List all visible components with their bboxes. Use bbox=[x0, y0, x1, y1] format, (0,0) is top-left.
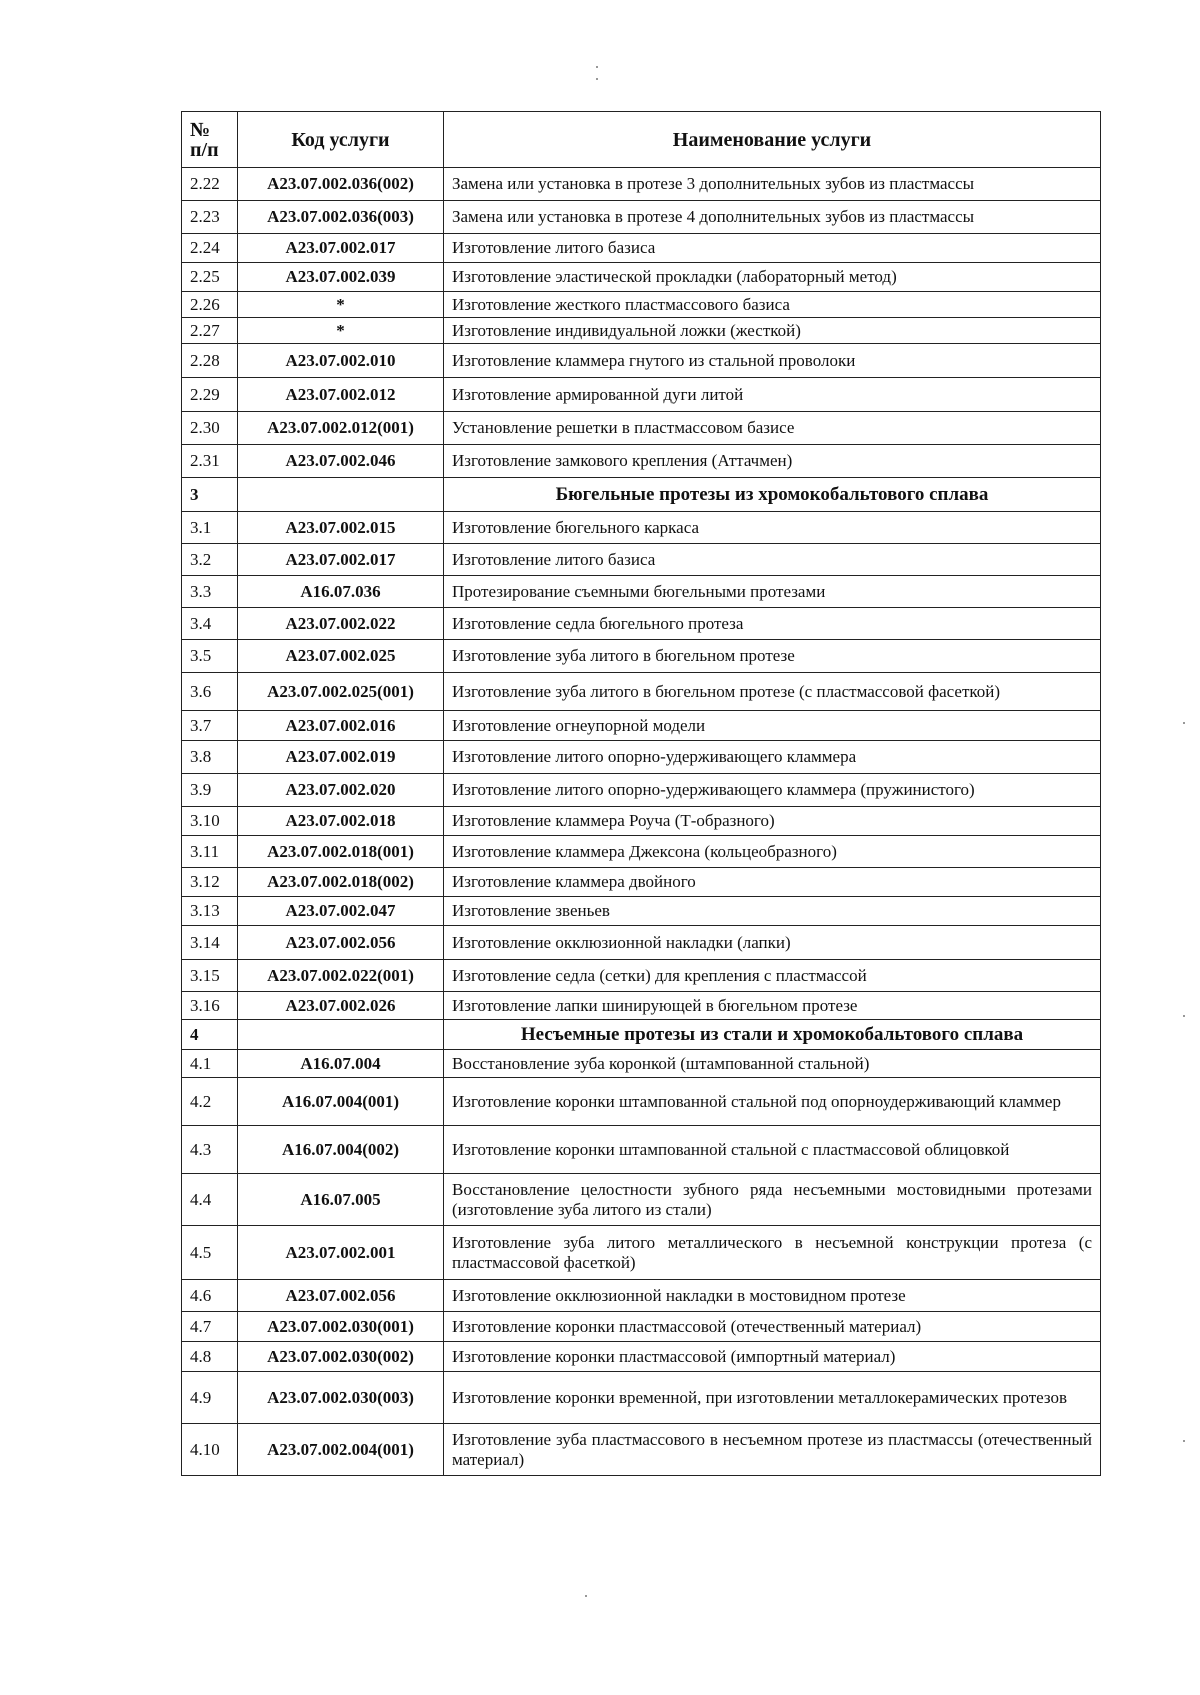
table-row bbox=[182, 1424, 1101, 1476]
header-num: № п/п bbox=[182, 112, 238, 168]
row-number: 4.6 bbox=[182, 1280, 238, 1312]
service-code: А23.07.002.020 bbox=[238, 774, 444, 807]
service-name: Изготовление бюгельного каркаса bbox=[444, 512, 1101, 544]
section-title: Бюгельные протезы из хромокобальтового сплава bbox=[444, 478, 1101, 512]
row-number: 3.12 bbox=[182, 868, 238, 897]
table-row bbox=[182, 378, 1101, 412]
service-code bbox=[238, 478, 444, 512]
row-number: 2.27 bbox=[182, 318, 238, 344]
table-body bbox=[182, 168, 1101, 1476]
service-code bbox=[238, 1020, 444, 1050]
service-code: А23.07.002.026 bbox=[238, 992, 444, 1020]
row-number: 2.30 bbox=[182, 412, 238, 445]
row-number: 3.5 bbox=[182, 640, 238, 673]
service-name: Изготовление зуба пластмассового в несъемном протезе из пластмассы (отечественный материал) bbox=[444, 1424, 1101, 1476]
table-row bbox=[182, 868, 1101, 897]
service-name: Изготовление литого опорно-удерживающего кламмера bbox=[444, 741, 1101, 774]
row-number: 3 bbox=[182, 478, 238, 512]
table-row bbox=[182, 445, 1101, 478]
service-name: Изготовление литого базиса bbox=[444, 234, 1101, 263]
row-number: 3.10 bbox=[182, 807, 238, 836]
table-row bbox=[182, 1372, 1101, 1424]
row-number: 3.4 bbox=[182, 608, 238, 640]
row-number: 3.8 bbox=[182, 741, 238, 774]
row-number: 4.10 bbox=[182, 1424, 238, 1476]
service-name: Изготовление коронки штампованной стальной под опорноудерживающий кламмер bbox=[444, 1078, 1101, 1126]
service-code: А23.07.002.025(001) bbox=[238, 673, 444, 711]
row-number: 2.22 bbox=[182, 168, 238, 201]
service-code: А23.07.002.015 bbox=[238, 512, 444, 544]
table-row bbox=[182, 711, 1101, 741]
row-number: 4.8 bbox=[182, 1342, 238, 1372]
service-name: Восстановление зуба коронкой (штампованной стальной) bbox=[444, 1050, 1101, 1078]
service-name: Изготовление индивидуальной ложки (жесткой) bbox=[444, 318, 1101, 344]
service-name: Изготовление коронки штампованной стальной с пластмассовой облицовкой bbox=[444, 1126, 1101, 1174]
row-number: 2.29 bbox=[182, 378, 238, 412]
service-code: А23.07.002.016 bbox=[238, 711, 444, 741]
service-name: Изготовление окклюзионной накладки в мостовидном протезе bbox=[444, 1280, 1101, 1312]
service-code: А23.07.002.012(001) bbox=[238, 412, 444, 445]
row-number: 3.3 bbox=[182, 576, 238, 608]
table-row bbox=[182, 168, 1101, 201]
row-number: 2.24 bbox=[182, 234, 238, 263]
row-number: 3.13 bbox=[182, 897, 238, 926]
service-code: А23.07.002.018(001) bbox=[238, 836, 444, 868]
service-code: А23.07.002.030(001) bbox=[238, 1312, 444, 1342]
table-row bbox=[182, 640, 1101, 673]
service-code: А23.07.002.017 bbox=[238, 544, 444, 576]
section-row bbox=[182, 478, 1101, 512]
service-name: Изготовление лапки шинирующей в бюгельном протезе bbox=[444, 992, 1101, 1020]
row-number: 3.15 bbox=[182, 960, 238, 992]
table-row bbox=[182, 807, 1101, 836]
row-number: 4.4 bbox=[182, 1174, 238, 1226]
table-row bbox=[182, 960, 1101, 992]
service-name: Изготовление кламмера двойного bbox=[444, 868, 1101, 897]
service-code: А23.07.002.030(002) bbox=[238, 1342, 444, 1372]
table-row bbox=[182, 1280, 1101, 1312]
table-row bbox=[182, 1342, 1101, 1372]
service-name: Изготовление зуба литого в бюгельном протезе (с пластмассовой фасеткой) bbox=[444, 673, 1101, 711]
table-row bbox=[182, 608, 1101, 640]
row-number: 3.1 bbox=[182, 512, 238, 544]
service-code: А23.07.002.036(003) bbox=[238, 201, 444, 234]
service-code: А23.07.002.012 bbox=[238, 378, 444, 412]
services-table bbox=[181, 111, 1101, 1476]
section-row bbox=[182, 1020, 1101, 1050]
service-code: А23.07.002.022(001) bbox=[238, 960, 444, 992]
service-code: А16.07.005 bbox=[238, 1174, 444, 1226]
service-code: А23.07.002.019 bbox=[238, 741, 444, 774]
row-number: 4.7 bbox=[182, 1312, 238, 1342]
row-number: 4.2 bbox=[182, 1078, 238, 1126]
table-row bbox=[182, 292, 1101, 318]
service-code: * bbox=[238, 292, 444, 318]
table-row bbox=[182, 774, 1101, 807]
service-name: Изготовление окклюзионной накладки (лапки) bbox=[444, 926, 1101, 960]
service-code: А23.07.002.056 bbox=[238, 1280, 444, 1312]
service-code: А23.07.002.022 bbox=[238, 608, 444, 640]
service-code: А23.07.002.056 bbox=[238, 926, 444, 960]
service-code: А23.07.002.018 bbox=[238, 807, 444, 836]
row-number: 2.28 bbox=[182, 344, 238, 378]
scan-speck bbox=[585, 1595, 587, 1597]
service-name: Изготовление эластической прокладки (лабораторный метод) bbox=[444, 263, 1101, 292]
service-code: А23.07.002.004(001) bbox=[238, 1424, 444, 1476]
service-code: А23.07.002.047 bbox=[238, 897, 444, 926]
service-name: Изготовление кламмера гнутого из стальной проволоки bbox=[444, 344, 1101, 378]
table-row bbox=[182, 201, 1101, 234]
service-code: А16.07.036 bbox=[238, 576, 444, 608]
row-number: 2.25 bbox=[182, 263, 238, 292]
scan-speck bbox=[1183, 722, 1185, 724]
table-row bbox=[182, 1126, 1101, 1174]
row-number: 4.3 bbox=[182, 1126, 238, 1174]
service-code: А23.07.002.017 bbox=[238, 234, 444, 263]
service-code: А23.07.002.039 bbox=[238, 263, 444, 292]
service-name: Изготовление кламмера Джексона (кольцеобразного) bbox=[444, 836, 1101, 868]
service-name: Изготовление седла бюгельного протеза bbox=[444, 608, 1101, 640]
table-row bbox=[182, 412, 1101, 445]
service-name: Замена или установка в протезе 4 дополнительных зубов из пластмассы bbox=[444, 201, 1101, 234]
table-row bbox=[182, 512, 1101, 544]
row-number: 2.26 bbox=[182, 292, 238, 318]
row-number: 3.6 bbox=[182, 673, 238, 711]
service-name: Изготовление жесткого пластмассового базиса bbox=[444, 292, 1101, 318]
table-row bbox=[182, 836, 1101, 868]
table-row bbox=[182, 344, 1101, 378]
table-row bbox=[182, 1050, 1101, 1078]
service-name: Восстановление целостности зубного ряда несъемными мостовидными протезами (изготовление зуба литого из стали) bbox=[444, 1174, 1101, 1226]
service-name: Изготовление литого опорно-удерживающего кламмера (пружинистого) bbox=[444, 774, 1101, 807]
service-name: Изготовление огнеупорной модели bbox=[444, 711, 1101, 741]
table-row bbox=[182, 234, 1101, 263]
service-code: А23.07.002.025 bbox=[238, 640, 444, 673]
service-name: Изготовление зуба литого в бюгельном протезе bbox=[444, 640, 1101, 673]
table-header-row bbox=[182, 112, 1101, 168]
service-name: Изготовление коронки временной, при изготовлении металлокерамических протезов bbox=[444, 1372, 1101, 1424]
row-number: 4 bbox=[182, 1020, 238, 1050]
service-name: Изготовление седла (сетки) для крепления с пластмассой bbox=[444, 960, 1101, 992]
service-code: А23.07.002.030(003) bbox=[238, 1372, 444, 1424]
table-row bbox=[182, 897, 1101, 926]
service-code: А23.07.002.046 bbox=[238, 445, 444, 478]
table-row bbox=[182, 992, 1101, 1020]
row-number: 3.14 bbox=[182, 926, 238, 960]
section-title: Несъемные протезы из стали и хромокобальтового сплава bbox=[444, 1020, 1101, 1050]
row-number: 4.9 bbox=[182, 1372, 238, 1424]
table-row bbox=[182, 741, 1101, 774]
row-number: 3.7 bbox=[182, 711, 238, 741]
header-name: Наименование услуги bbox=[444, 112, 1101, 168]
row-number: 2.23 bbox=[182, 201, 238, 234]
table-row bbox=[182, 673, 1101, 711]
service-code: А16.07.004 bbox=[238, 1050, 444, 1078]
row-number: 2.31 bbox=[182, 445, 238, 478]
row-number: 3.16 bbox=[182, 992, 238, 1020]
service-name: Изготовление кламмера Роуча (Т-образного) bbox=[444, 807, 1101, 836]
table-row bbox=[182, 926, 1101, 960]
table-row bbox=[182, 318, 1101, 344]
row-number: 3.9 bbox=[182, 774, 238, 807]
service-name: Изготовление звеньев bbox=[444, 897, 1101, 926]
table-row bbox=[182, 263, 1101, 292]
table-row bbox=[182, 576, 1101, 608]
service-name: Изготовление армированной дуги литой bbox=[444, 378, 1101, 412]
service-name: Протезирование съемными бюгельными протезами bbox=[444, 576, 1101, 608]
row-number: 3.2 bbox=[182, 544, 238, 576]
service-code: А16.07.004(002) bbox=[238, 1126, 444, 1174]
scan-speck bbox=[1183, 1440, 1185, 1442]
service-name: Установление решетки в пластмассовом базисе bbox=[444, 412, 1101, 445]
header-code: Код услуги bbox=[238, 112, 444, 168]
service-name: Изготовление литого базиса bbox=[444, 544, 1101, 576]
scan-speck bbox=[596, 66, 598, 68]
row-number: 3.11 bbox=[182, 836, 238, 868]
service-name: Изготовление коронки пластмассовой (импортный материал) bbox=[444, 1342, 1101, 1372]
service-code: А23.07.002.010 bbox=[238, 344, 444, 378]
table-row bbox=[182, 1174, 1101, 1226]
scan-speck bbox=[596, 78, 598, 80]
table-row bbox=[182, 1312, 1101, 1342]
table-row bbox=[182, 1226, 1101, 1280]
service-name: Замена или установка в протезе 3 дополнительных зубов из пластмассы bbox=[444, 168, 1101, 201]
service-code: А23.07.002.001 bbox=[238, 1226, 444, 1280]
service-code: * bbox=[238, 318, 444, 344]
row-number: 4.1 bbox=[182, 1050, 238, 1078]
service-code: А23.07.002.018(002) bbox=[238, 868, 444, 897]
service-code: А16.07.004(001) bbox=[238, 1078, 444, 1126]
table-row bbox=[182, 544, 1101, 576]
service-name: Изготовление замкового крепления (Аттачмен) bbox=[444, 445, 1101, 478]
row-number: 4.5 bbox=[182, 1226, 238, 1280]
service-code: А23.07.002.036(002) bbox=[238, 168, 444, 201]
table-row bbox=[182, 1078, 1101, 1126]
service-name: Изготовление коронки пластмассовой (отечественный материал) bbox=[444, 1312, 1101, 1342]
service-name: Изготовление зуба литого металлического в несъемной конструкции протеза (с пластмассовой фасеткой) bbox=[444, 1226, 1101, 1280]
scan-speck bbox=[1183, 1015, 1185, 1017]
